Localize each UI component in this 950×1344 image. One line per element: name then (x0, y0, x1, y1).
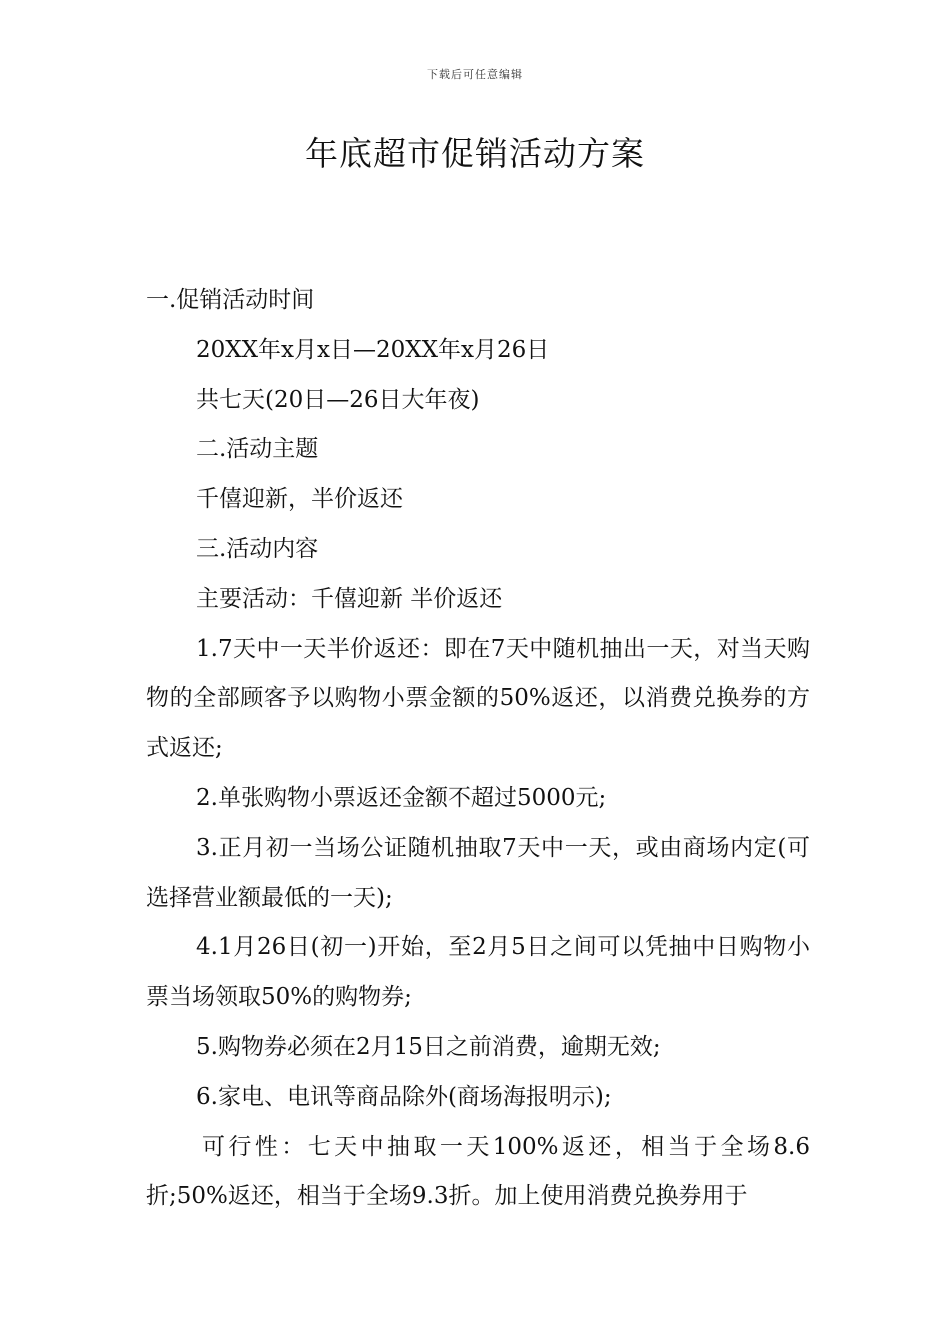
paragraph-theme: 千僖迎新，半价返还 (196, 486, 403, 513)
list-item-5: 5.购物券必须在2月15日之前消费，逾期无效; (196, 1033, 661, 1060)
list-item-2: 2.单张购物小票返还金额不超过5000元; (196, 784, 607, 811)
paragraph-main-activity: 主要活动：千僖迎新 半价返还 (196, 585, 503, 612)
document-title: 年底超市促销活动方案 (305, 134, 645, 173)
header-note: 下载后可任意编辑 (427, 68, 523, 81)
list-item-6: 6.家电、电讯等商品除外(商场海报明示); (196, 1083, 612, 1110)
list-item-3: 3.正月初一当场公证随机抽取7天中一天，或由商场内定(可选择营业额最低的一天); (146, 834, 810, 911)
paragraph-feasibility: 可行性：七天中抽取一天100%返还，相当于全场8.6折;50%返还，相当于全场9.3折。加上使用消费兑换券用于 (146, 1133, 810, 1210)
paragraph-date-range: 20XX年x月x日—20XX年x月26日 (196, 336, 550, 363)
section-heading-theme: 二.活动主题 (196, 436, 319, 463)
document-body (146, 276, 810, 1222)
section-heading-time: 一.促销活动时间 (146, 287, 315, 313)
paragraph-duration: 共七天(20日—26日大年夜) (196, 386, 480, 413)
list-item-1: 1.7天中一天半价返还：即在7天中随机抽出一天，对当天购物的全部顾客予以购物小票金额的50%返还，以消费兑换券的方式返还; (146, 635, 810, 762)
section-heading-content: 三.活动内容 (196, 535, 319, 562)
list-item-4: 4.1月26日(初一)开始，至2月5日之间可以凭抽中日购物小票当场领取50%的购物券; (146, 934, 810, 1011)
